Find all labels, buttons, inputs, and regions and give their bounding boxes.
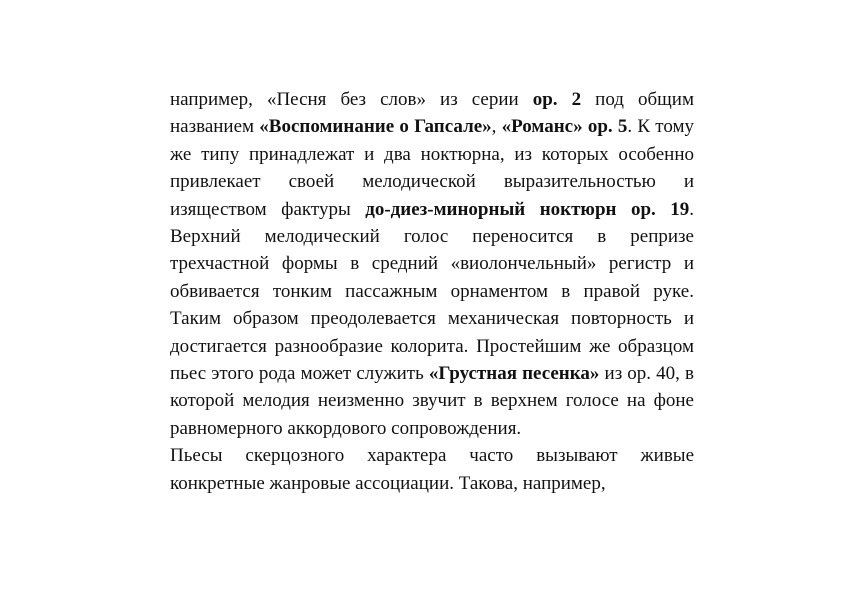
text-run: под общим названием: [170, 89, 694, 138]
paragraph-1: [170, 86, 694, 442]
body-text: [170, 86, 694, 497]
text-run: например, «Песня без слов» из серии: [170, 89, 533, 110]
bold-text-run: «Грустная песенка»: [428, 363, 600, 385]
text-run: . К тому же типу принадлежат и два ноктюрна, из которых особенно привлекает своей мелодической выразительностью и изяществом фактуры: [170, 116, 695, 220]
paragraph-2: [170, 442, 694, 497]
bold-text-run: до-диез-минорный ноктюрн ор. 19: [365, 198, 690, 220]
text-run: ,: [491, 116, 502, 138]
bold-text-run: «Воспоминание о Гапсале»: [259, 116, 492, 138]
text-run: из ор. 40, в которой мелодия неизменно звучит в верхнем голосе на фоне равномерного аккордового сопровождения.: [170, 363, 694, 439]
text-run: Пьесы скерцозного характера часто вызывают живые конкретные жанровые ассоциации. Такова, например,: [170, 445, 694, 494]
text-run: . Верхний мелодический голос переносится в репризе трехчастной формы в средний «виолончельный» регистр и обвивается тонким пассажным орнаментом в правой руке. Таким образом преодолевается механическая повторность и достигается разнообразие колорита. Простейшим же образцом пьес этого рода может служить: [170, 198, 694, 385]
bold-text-run: ор. 2: [532, 89, 582, 110]
bold-text-run: «Романс» ор. 5: [501, 116, 628, 138]
